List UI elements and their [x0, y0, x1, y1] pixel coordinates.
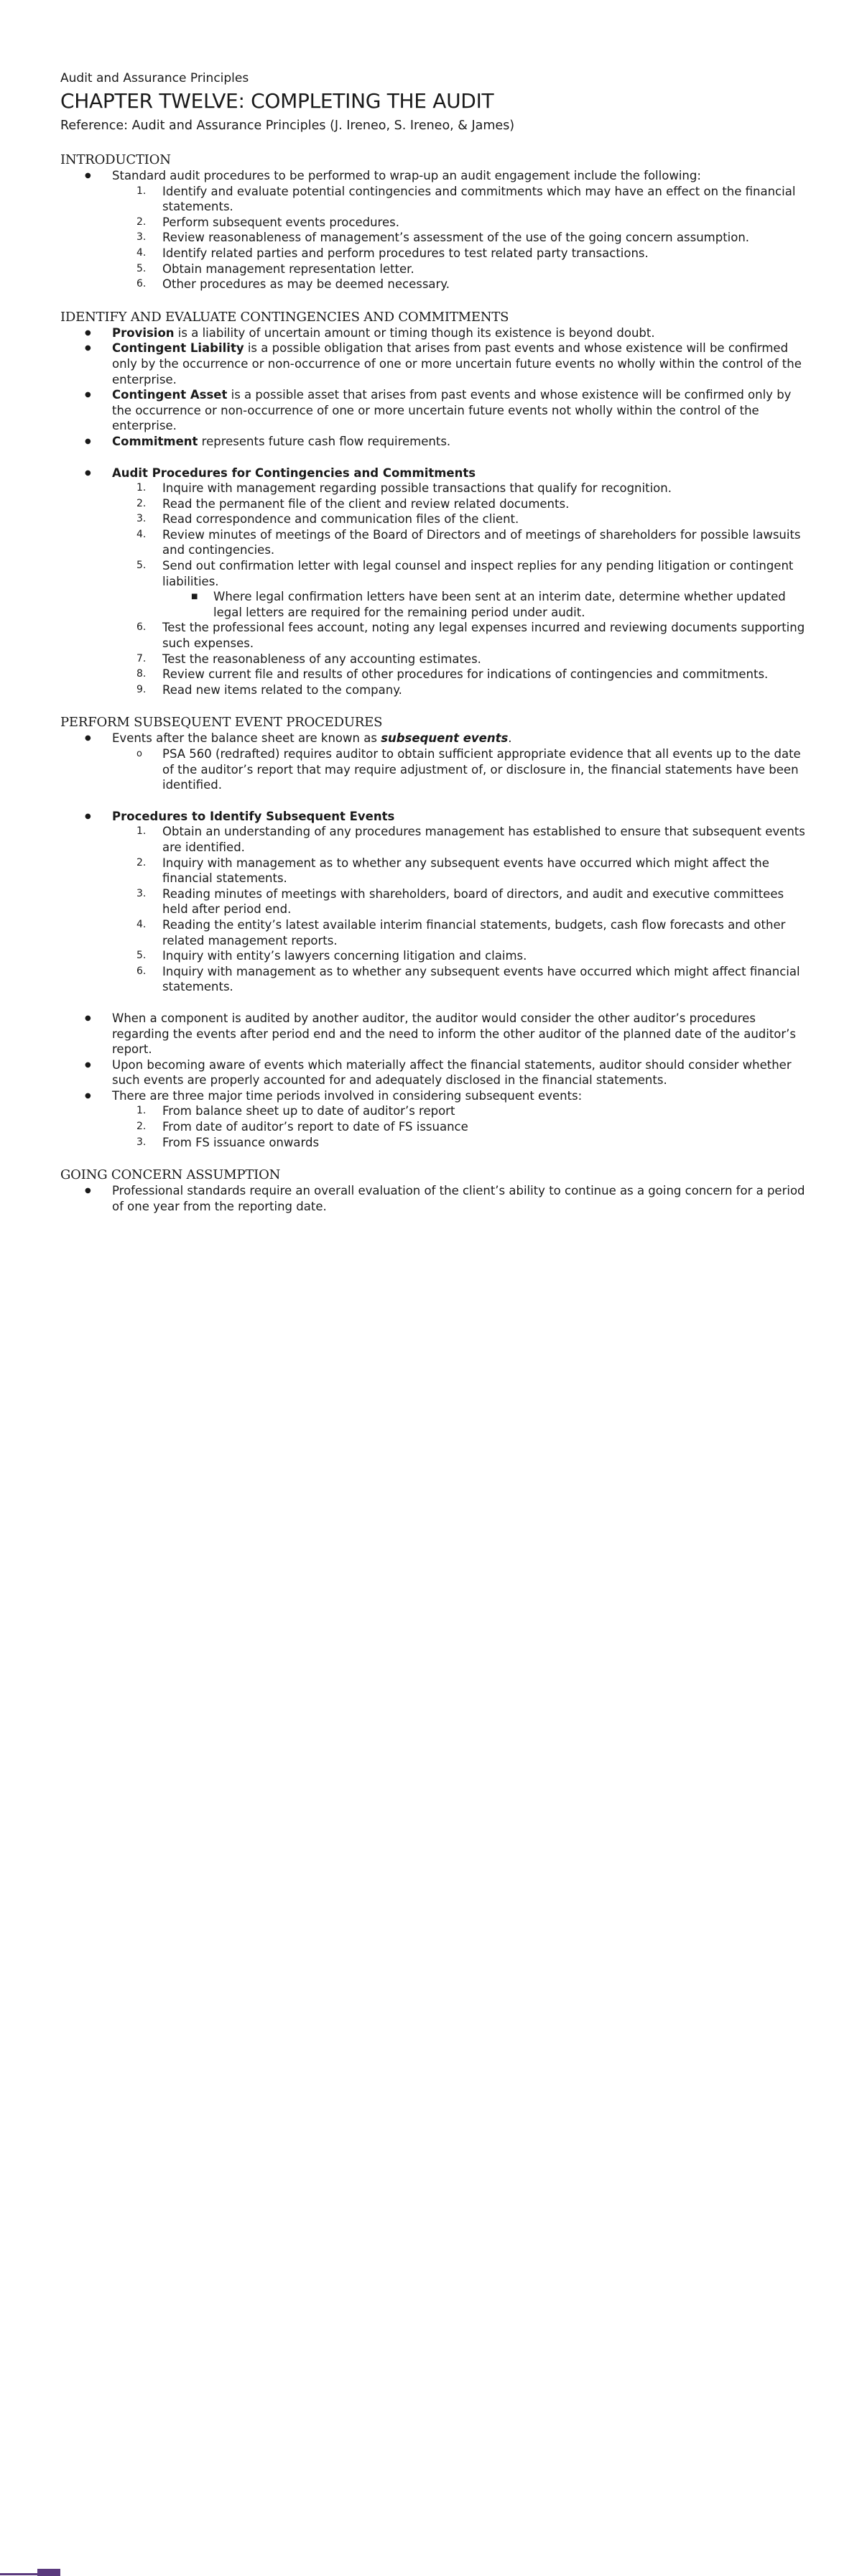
- subsequent-procedures-heading-list: [60, 809, 807, 825]
- list-number: 3.: [136, 513, 147, 525]
- section-heading-introduction: INTRODUCTION: [60, 152, 171, 167]
- list-text: Inquiry with entity’s lawyers concerning litigation and claims.: [162, 949, 527, 963]
- list-item: [60, 168, 807, 184]
- list-item: [60, 856, 807, 886]
- list-text: Identify related parties and perform procedures to test related party transactions.: [162, 246, 649, 260]
- section-heading-subsequent: PERFORM SUBSEQUENT EVENT PROCEDURES: [60, 715, 383, 731]
- definitions-list: [60, 325, 807, 450]
- definition-text: is a possible obligation that arises from past events and whose existence will be confirmed only by the occurrence or non-occurrence of one or more uncertain future events no wholly within the control of the enterprise.: [112, 341, 802, 386]
- list-item: [60, 964, 807, 995]
- list-item: [60, 184, 807, 215]
- list-text: Inquire with management regarding possible transactions that qualify for recognition.: [162, 481, 672, 496]
- list-item: [60, 1135, 807, 1151]
- intro-text: Events after the balance sheet are known as: [112, 731, 381, 746]
- list-item: [60, 589, 807, 620]
- contingency-procedures: [60, 481, 807, 589]
- list-item: [60, 667, 807, 682]
- intro-term: subsequent events: [381, 731, 509, 746]
- intro-steps: [60, 184, 807, 292]
- list-number: 2.: [136, 1121, 147, 1133]
- list-text: When a component is audited by another auditor, the auditor would consider the other auditor’s procedures regarding the events after period end and the need to inform the other auditor of the planned date of the auditor’s report.: [112, 1011, 797, 1057]
- circle-bullet-icon: o: [136, 749, 142, 759]
- list-number: 7.: [136, 652, 147, 664]
- procedures-heading-list: [60, 465, 807, 481]
- list-text: PSA 560 (redrafted) requires auditor to obtain sufficient appropriate evidence that all events up to the date of the auditor’s report that may require adjustment of, or disclosure in, the financial statements have been identified.: [162, 747, 801, 792]
- definition-item: [60, 434, 807, 450]
- list-item: [60, 652, 807, 667]
- definition-term: Contingent Asset: [112, 388, 228, 402]
- list-text: Where legal confirmation letters have been sent at an interim date, determine whether updated legal letters are required for the remaining period under audit.: [213, 590, 786, 619]
- list-number: 3.: [136, 1136, 147, 1148]
- list-text: Test the professional fees account, noting any legal expenses incurred and reviewing documents supporting such expenses.: [162, 621, 805, 651]
- list-text: Obtain management representation letter.: [162, 261, 414, 276]
- list-text: Identify and evaluate potential contingencies and commitments which may have an effect on the financial statements.: [162, 184, 796, 214]
- section-heading-contingencies: IDENTIFY AND EVALUATE CONTINGENCIES AND COMMITMENTS: [60, 309, 509, 325]
- list-item: [60, 886, 807, 917]
- time-periods: [60, 1103, 807, 1150]
- going-concern-bullets: [60, 1183, 807, 1214]
- psa-note-list: [60, 746, 807, 793]
- list-text: Upon becoming aware of events which materially affect the financial statements, auditor should consider whether such events are properly accounted for and adequately disclosed in the financial statements.: [112, 1057, 792, 1088]
- list-number: 6.: [136, 278, 147, 290]
- definition-item: [60, 340, 807, 387]
- list-item: [60, 277, 807, 292]
- subsequent-intro-list: [60, 731, 807, 746]
- list-item: [60, 948, 807, 964]
- list-item: [60, 496, 807, 512]
- square-bullet-icon: ■: [191, 593, 198, 601]
- list-item: [60, 230, 807, 246]
- list-item: [60, 746, 807, 793]
- intro-bullet-text: Standard audit procedures to be performed to wrap-up an audit engagement include the following:: [112, 169, 701, 182]
- list-item: [60, 215, 807, 231]
- list-text: Review minutes of meetings of the Board of Directors and of meetings of shareholders for possible lawsuits and contingencies.: [162, 527, 801, 557]
- list-text: Obtain an understanding of any procedures management has established to ensure that subsequent events are identified.: [162, 825, 805, 854]
- list-item: [60, 917, 807, 948]
- page-footer-mark: [0, 1284, 60, 1292]
- contingency-procedures-cont: [60, 620, 807, 698]
- intro-end: .: [508, 731, 512, 746]
- list-number: 1.: [136, 825, 147, 838]
- procedures-heading: Audit Procedures for Contingencies and Commitments: [112, 465, 476, 480]
- list-item: [60, 824, 807, 855]
- list-number: 6.: [136, 965, 147, 977]
- intro-bullets: [60, 168, 807, 184]
- list-text: From balance sheet up to date of auditor’s report: [162, 1104, 455, 1118]
- list-text: Reading the entity’s latest available interim financial statements, budgets, cash flow forecasts and other related management reports.: [162, 917, 786, 948]
- section-introduction: [60, 152, 807, 292]
- reference-line: Reference: Audit and Assurance Principles (J. Ireneo, S. Ireneo, & James): [60, 119, 515, 133]
- list-number: 2.: [136, 856, 147, 868]
- definition-text: is a liability of uncertain amount or timing though its existence is beyond doubt.: [174, 325, 655, 340]
- list-item: [60, 1119, 807, 1135]
- list-text: From FS issuance onwards: [162, 1135, 320, 1149]
- list-item: [60, 731, 807, 746]
- list-item: [60, 511, 807, 527]
- definition-term: Contingent Liability: [112, 341, 244, 356]
- definition-term: Commitment: [112, 434, 198, 448]
- list-item: [60, 809, 807, 825]
- list-text: Reading minutes of meetings with shareholders, board of directors, and audit and executive committees held after period end.: [162, 886, 784, 917]
- list-number: 6.: [136, 621, 147, 634]
- list-text: There are three major time periods involved in considering subsequent events:: [112, 1088, 583, 1103]
- list-text: Perform subsequent events procedures.: [162, 215, 399, 229]
- list-text: Other procedures as may be deemed necessary.: [162, 277, 450, 292]
- section-contingencies: [60, 310, 807, 698]
- list-text: Read the permanent file of the client and review related documents.: [162, 496, 570, 511]
- definition-item: [60, 387, 807, 434]
- subsequent-bullets: [60, 1011, 807, 1104]
- list-item: [60, 246, 807, 261]
- chapter-title: CHAPTER TWELVE: COMPLETING THE AUDIT: [60, 89, 494, 113]
- list-item: [60, 481, 807, 496]
- list-number: 4.: [136, 918, 147, 930]
- list-number: 5.: [136, 560, 147, 572]
- list-number: 9.: [136, 683, 147, 695]
- section-going-concern: [60, 1167, 807, 1214]
- list-item: [60, 558, 807, 589]
- document-page: [60, 70, 807, 1231]
- procedures-heading: Procedures to Identify Subsequent Events: [112, 809, 395, 823]
- list-item: [60, 1057, 807, 1088]
- list-number: 4.: [136, 246, 147, 259]
- list-text: From date of auditor’s report to date of FS issuance: [162, 1120, 468, 1134]
- list-number: 3.: [136, 231, 147, 244]
- list-item: [60, 465, 807, 481]
- definition-text: is a possible asset that arises from past events and whose existence will be confirmed only by the occurrence or non-occurrence of one or more uncertain future events not wholly within the control of the enterprise.: [112, 388, 792, 433]
- list-item: [60, 1183, 807, 1214]
- list-text: Read new items related to the company.: [162, 682, 402, 697]
- list-number: 2.: [136, 216, 147, 228]
- section-subsequent-events: [60, 715, 807, 1150]
- list-number: 2.: [136, 497, 147, 509]
- list-number: 1.: [136, 1105, 147, 1117]
- list-item: [60, 1103, 807, 1119]
- footer-line: [0, 2573, 37, 2575]
- subsequent-procedures: [60, 824, 807, 995]
- definition-text: represents future cash flow requirements.: [198, 434, 451, 448]
- list-text: Test the reasonableness of any accounting estimates.: [162, 652, 481, 666]
- list-text: Inquiry with management as to whether any subsequent events have occurred which might affect the financial statements.: [162, 856, 769, 886]
- sub-note-list: [60, 589, 807, 620]
- list-item: [60, 261, 807, 277]
- list-number: 4.: [136, 528, 147, 540]
- list-item: [60, 620, 807, 651]
- list-text: Inquiry with management as to whether any subsequent events have occurred which might affect financial statements.: [162, 964, 800, 994]
- list-item: [60, 1011, 807, 1057]
- list-number: 5.: [136, 950, 147, 962]
- footer-block: [37, 2569, 60, 2576]
- list-number: 3.: [136, 887, 147, 899]
- list-item: [60, 1088, 807, 1104]
- list-number: 1.: [136, 185, 147, 197]
- definition-term: Provision: [112, 325, 175, 340]
- list-text: Professional standards require an overall evaluation of the client’s ability to continue as a going concern for a period of one year from the reporting date.: [112, 1184, 805, 1213]
- list-text: Send out confirmation letter with legal counsel and inspect replies for any pending litigation or contingent liabilities.: [162, 559, 794, 588]
- list-text: Read correspondence and communication files of the client.: [162, 512, 519, 527]
- running-title: Audit and Assurance Principles: [60, 71, 249, 85]
- list-number: 1.: [136, 482, 147, 494]
- list-number: 8.: [136, 668, 147, 680]
- list-text: Review current file and results of other procedures for indications of contingencies and commitments.: [162, 667, 769, 682]
- section-heading-going-concern: GOING CONCERN ASSUMPTION: [60, 1167, 281, 1183]
- list-item: [60, 682, 807, 698]
- definition-item: [60, 325, 807, 341]
- list-item: [60, 527, 807, 558]
- list-number: 5.: [136, 262, 147, 274]
- list-text: Review reasonableness of management’s assessment of the use of the going concern assumption.: [162, 231, 750, 245]
